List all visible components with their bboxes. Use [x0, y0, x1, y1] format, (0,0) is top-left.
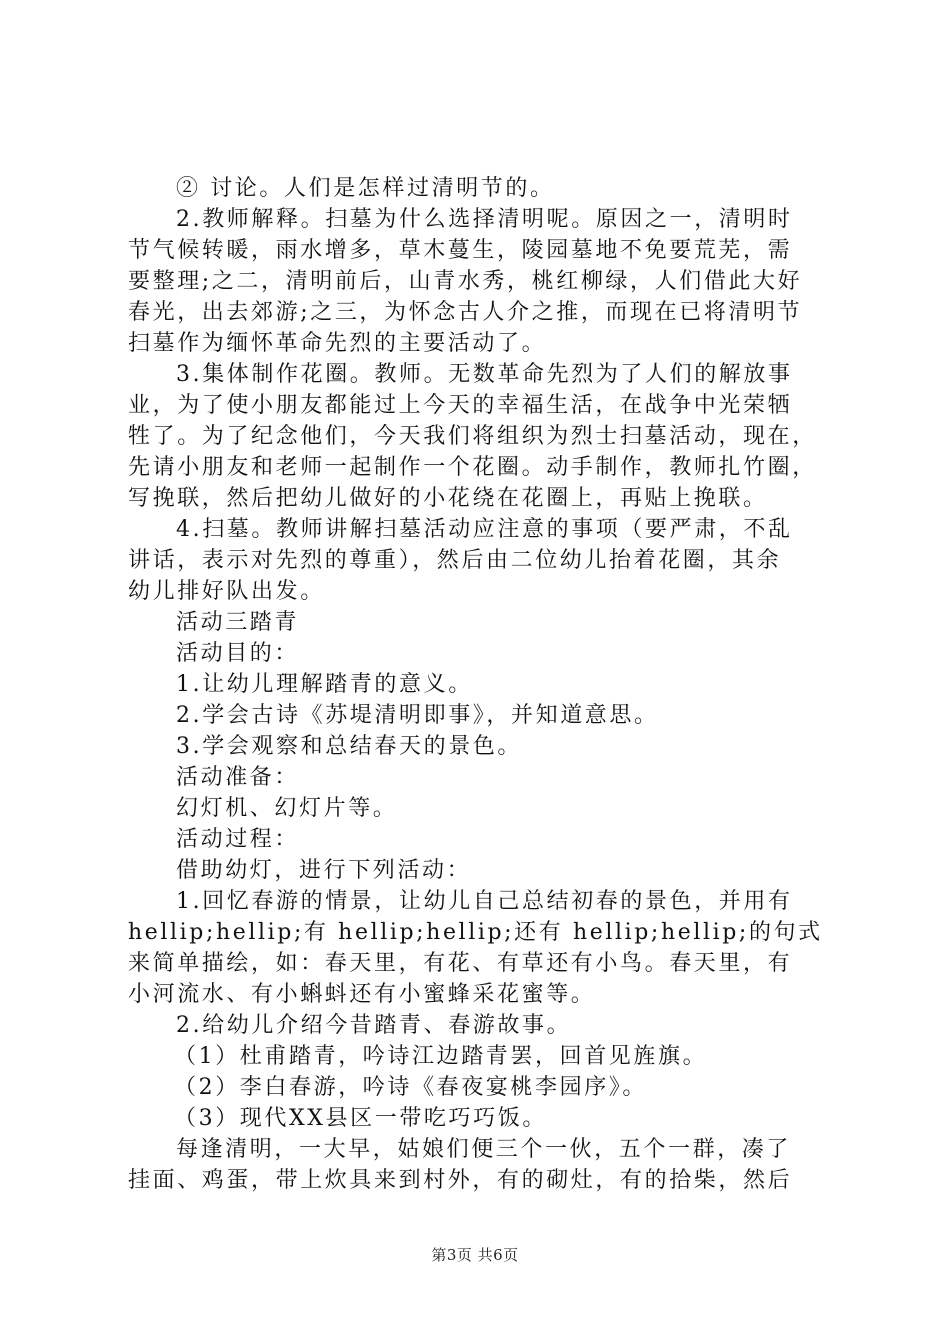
paragraph-line: 要整理;之二，清明前后，山青水秀，桃红柳绿，人们借此大好: [128, 269, 803, 294]
subsection-heading: 活动过程：: [176, 827, 300, 852]
paragraph-line: 1.回忆春游的情景，让幼儿自己总结初春的景色，并用有: [176, 889, 793, 914]
paragraph-line: ② 讨论。人们是怎样过清明节的。: [176, 176, 555, 201]
list-item: 3.学会观察和总结春天的景色。: [176, 734, 522, 759]
paragraph-line: 幼儿排好队出发。: [128, 579, 325, 604]
list-item: 2.给幼儿介绍今昔踏青、春游故事。: [176, 1013, 572, 1038]
paragraph-line: 4.扫墓。教师讲解扫墓活动应注意的事项（要严肃，不乱: [176, 517, 793, 542]
paragraph-line: 春光，出去郊游;之三，为怀念古人介之推，而现在已将清明节: [128, 300, 803, 325]
paragraph-line: 3.集体制作花圈。教师。无数革命先烈为了人们的解放事: [176, 362, 793, 387]
paragraph-line: 每逢清明，一大早，姑娘们便三个一伙，五个一群，凑了: [176, 1137, 792, 1162]
document-body: [128, 173, 840, 1196]
paragraph-line: 牲了。为了纪念他们，今天我们将组织为烈士扫墓活动，现在，: [128, 424, 817, 449]
paragraph-line: 讲话，表示对先烈的尊重），然后由二位幼儿抬着花圈，其余: [128, 548, 782, 573]
paragraph-line: 业，为了使小朋友都能过上今天的幸福生活，在战争中光荣牺: [128, 393, 793, 418]
list-item: （2）李白春游，吟诗《春夜宴桃李园序》。: [174, 1075, 647, 1100]
list-item: 2.学会古诗《苏堤清明即事》，并知道意思。: [176, 703, 659, 728]
paragraph-line: 节气候转暖，雨水增多，草木蔓生，陵园墓地不免要荒芜，需: [128, 238, 793, 263]
paragraph-line: 借助幼灯，进行下列活动：: [176, 858, 472, 883]
paragraph-line: hellip;hellip;有 hellip;hellip;还有 hellip;hellip;的句式: [128, 920, 823, 945]
paragraph-line: 写挽联，然后把幼儿做好的小花绕在花圈上，再贴上挽联。: [128, 486, 768, 511]
paragraph-line: 扫墓作为缅怀革命先烈的主要活动了。: [128, 331, 547, 356]
paragraph-line: 幻灯机、幻灯片等。: [176, 796, 398, 821]
list-item: 1.让幼儿理解踏青的意义。: [176, 672, 473, 697]
list-item: （3）现代XX县区一带吃巧巧饭。: [174, 1106, 547, 1131]
paragraph-line: 2.教师解释。扫墓为什么选择清明呢。原因之一，清明时: [176, 207, 793, 232]
subsection-heading: 活动目的：: [176, 641, 300, 666]
paragraph-line: 先请小朋友和老师一起制作一个花圈。动手制作，教师扎竹圈，: [128, 455, 817, 480]
paragraph-line: 挂面、鸡蛋，带上炊具来到村外，有的砌灶，有的拾柴，然后: [128, 1168, 793, 1193]
paragraph-line: 小河流水、有小蝌蚪还有小蜜蜂采花蜜等。: [128, 982, 596, 1007]
paragraph-line: 来简单描绘，如：春天里，有花、有草还有小鸟。春天里，有: [128, 951, 793, 976]
list-item: （1）杜甫踏青，吟诗江边踏青罢，回首见旌旗。: [174, 1044, 708, 1069]
subsection-heading: 活动准备：: [176, 765, 300, 790]
section-heading: 活动三踏青: [176, 610, 300, 635]
page-number-footer: 第3页 共6页: [431, 1246, 519, 1264]
